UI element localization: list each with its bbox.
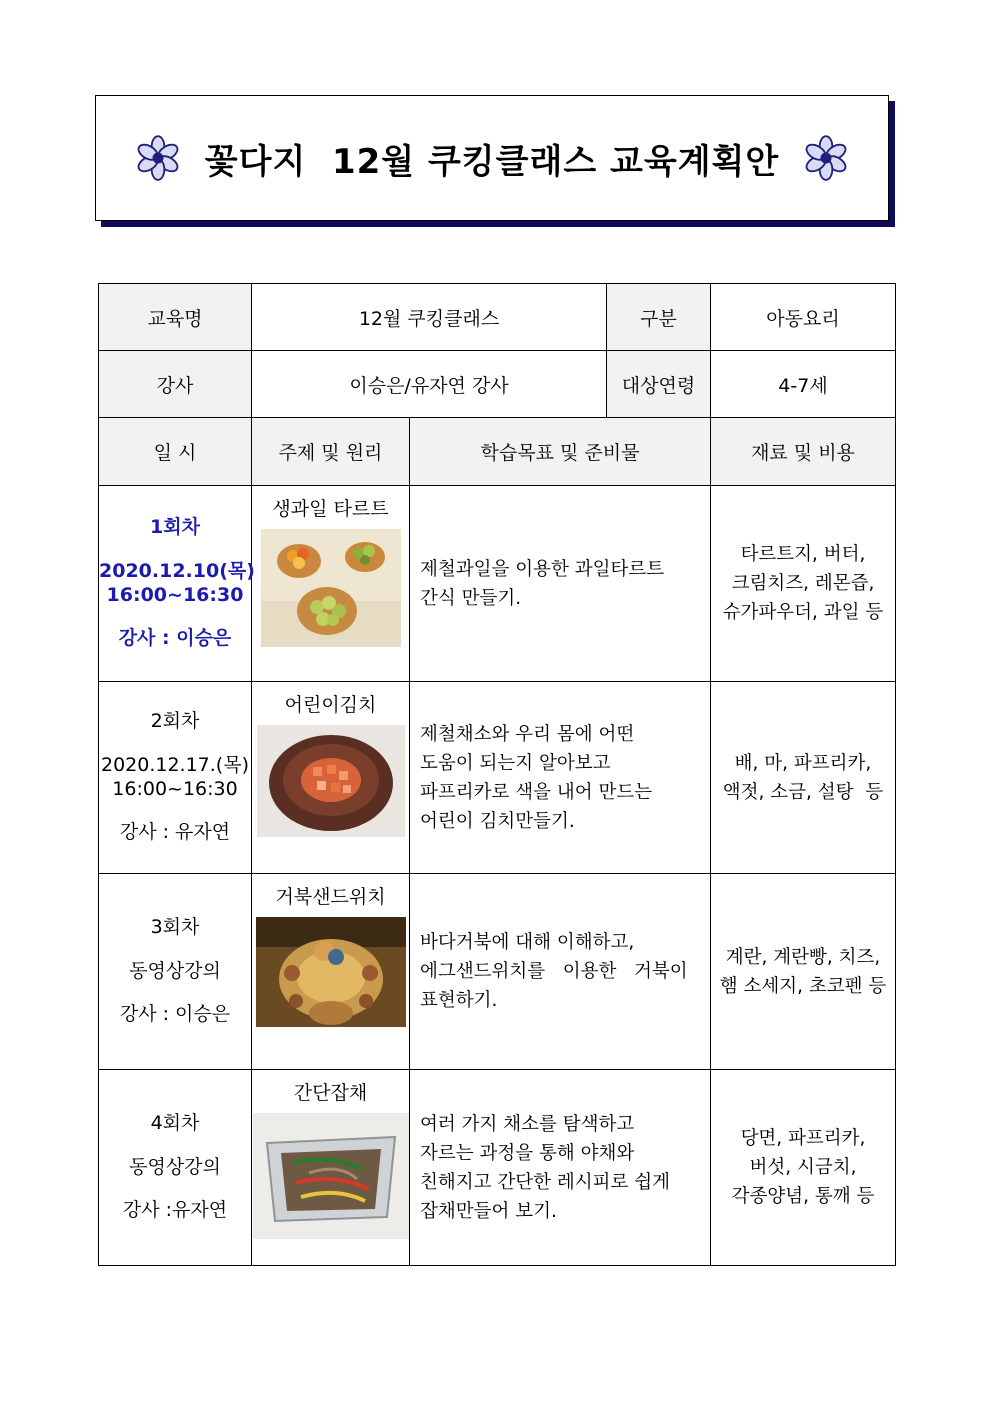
- instructor-label: 강사: [99, 351, 252, 418]
- session-round: 2회차: [150, 710, 200, 732]
- session-round: 1회차: [150, 516, 200, 538]
- session-goal-cell: [410, 874, 711, 1070]
- session-date: 2020.12.10(목): [99, 559, 255, 582]
- plan-table: [98, 283, 896, 1266]
- age-value: 4-7세: [711, 351, 896, 418]
- session-round: 3회차: [150, 915, 200, 938]
- session-row: [99, 1070, 896, 1266]
- goal-line: 간식 만들기.: [420, 587, 522, 609]
- col-materials-header: 재료 및 비용: [711, 418, 896, 486]
- material-line: 크림치즈, 레몬즙,: [731, 573, 875, 594]
- session-teacher: 강사 : 이승은: [119, 1003, 231, 1026]
- session-goal-cell: [410, 682, 711, 874]
- session-materials-cell: [711, 682, 896, 874]
- session-date-cell: [99, 486, 255, 682]
- session-time: 16:00~16:30: [106, 583, 244, 606]
- session-row: [99, 874, 896, 1070]
- session-round: 4회차: [150, 1111, 200, 1134]
- kids-kimchi-photo: [257, 725, 405, 837]
- goal-line: 에그샌드위치를 이용한 거북이: [420, 961, 688, 982]
- edu-name-label: 교육명: [99, 284, 252, 351]
- column-header-row: [99, 418, 896, 486]
- session-goal-cell: [410, 486, 711, 682]
- col-date-header: 일 시: [99, 418, 252, 486]
- goal-text: [420, 928, 702, 1015]
- category-label: 구분: [607, 284, 711, 351]
- goal-line: 자르는 과정을 통해 야채와: [420, 1142, 635, 1164]
- goal-line: 파프리카로 색을 내어 만드는: [420, 781, 653, 803]
- topic-title: 거북샌드위치: [275, 886, 386, 908]
- session-materials-cell: [711, 874, 896, 1070]
- material-line: 액젓, 소금, 설탕 등: [722, 781, 884, 803]
- flower-icon: [803, 135, 849, 181]
- session-materials-cell: [711, 1070, 896, 1266]
- title-box: [95, 95, 889, 221]
- goal-line: 잡채만들어 보기.: [420, 1200, 557, 1222]
- goal-line: 친해지고 간단한 레시피로 쉽게: [420, 1171, 670, 1193]
- age-label: 대상연령: [607, 351, 711, 418]
- goal-line: 도움이 되는지 알아보고: [420, 752, 611, 774]
- material-line: 배, 마, 파프리카,: [734, 752, 872, 774]
- session-date-cell: [99, 682, 252, 874]
- goal-line: 제철채소와 우리 몸에 어떤: [420, 723, 635, 745]
- page-title: 꽃다지 12월 쿠킹클래스 교육계획안: [204, 141, 780, 182]
- turtle-sandwich-photo: [256, 917, 406, 1027]
- session-time: 16:00~16:30: [112, 777, 238, 800]
- goal-line: 어린이 김치만들기.: [420, 810, 575, 832]
- material-line: 계란, 계란빵, 치즈,: [725, 946, 881, 968]
- session-date-cell: [99, 874, 252, 1070]
- material-line: 당면, 파프리카,: [740, 1128, 866, 1149]
- goal-line: 표현하기.: [420, 990, 498, 1011]
- session-topic-cell: [252, 874, 410, 1070]
- edu-name-value: 12월 쿠킹클래스: [252, 284, 607, 351]
- session-topic-cell: [252, 1070, 410, 1266]
- info-row-1: [99, 284, 896, 351]
- session-row: [99, 682, 896, 874]
- goal-text: [420, 720, 702, 836]
- session-teacher: 강사 : 유자연: [119, 821, 231, 844]
- material-line: 버섯, 시금치,: [749, 1157, 857, 1178]
- goal-line: 여러 가지 채소를 탐색하고: [420, 1113, 635, 1135]
- session-date: 2020.12.17.(목): [100, 753, 249, 776]
- session-goal-cell: [410, 1070, 711, 1266]
- goal-text: [420, 1110, 702, 1226]
- instructor-value: 이승은/유자연 강사: [252, 351, 607, 418]
- goal-line: 제철과일을 이용한 과일타르트: [420, 558, 665, 580]
- material-line: 햄 소세지, 초코펜 등: [719, 975, 887, 997]
- session-materials-cell: [711, 486, 896, 682]
- fruit-tart-photo: [261, 529, 401, 647]
- session-teacher: 강사 :유자연: [122, 1199, 228, 1222]
- session-topic-cell: [252, 486, 410, 682]
- info-row-2: [99, 351, 896, 418]
- material-line: 슈가파우더, 과일 등: [722, 602, 884, 623]
- session-date-cell: [99, 1070, 252, 1266]
- goal-line: 바다거북에 대해 이해하고,: [420, 932, 635, 953]
- category-value: 아동요리: [711, 284, 896, 351]
- goal-text: [420, 555, 702, 613]
- topic-title: 생과일 타르트: [272, 498, 389, 520]
- col-topic-header: 주제 및 원리: [252, 418, 410, 486]
- col-goal-header: 학습목표 및 준비물: [410, 418, 711, 486]
- flower-icon: [135, 135, 181, 181]
- session-date: 동영상강의: [129, 959, 221, 982]
- session-teacher: 강사 : 이승은: [118, 627, 232, 650]
- session-row: [99, 486, 896, 682]
- material-line: 타르트지, 버터,: [740, 544, 866, 565]
- topic-title: 어린이김치: [284, 694, 377, 716]
- japchae-photo: [253, 1113, 409, 1239]
- topic-title: 간단잡채: [293, 1082, 368, 1104]
- session-topic-cell: [252, 682, 410, 874]
- session-date: 동영상강의: [129, 1155, 221, 1178]
- material-line: 각종양념, 통깨 등: [731, 1186, 875, 1207]
